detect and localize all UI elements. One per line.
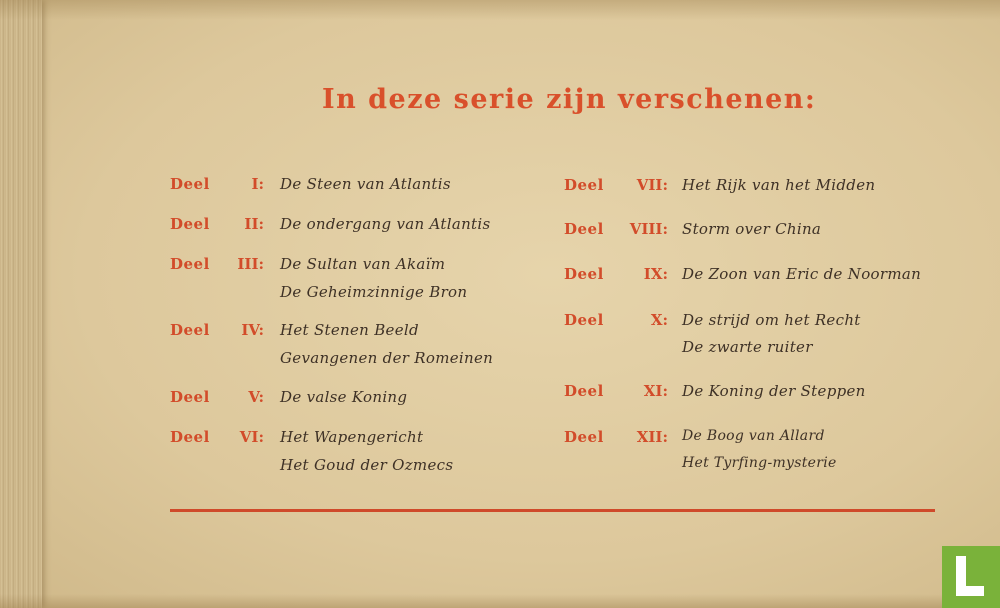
deel-label: Deel [564,176,604,194]
deel-label: Deel [170,388,210,406]
deel-label: Deel [170,175,210,193]
book-title: De Zoon van Eric de Noorman [682,265,922,283]
deel-label: Deel [564,428,604,446]
series-heading: In deze serie zijn verschenen: [322,84,817,115]
deel-number: III: [237,255,264,273]
lastdodo-l-logo-icon [942,546,1000,608]
deel-number: XI: [643,382,668,400]
book-title: Het Wapengericht [280,428,424,446]
deel-number: VI: [239,428,264,446]
deel-label: Deel [170,255,210,273]
deel-label: Deel [564,265,604,283]
book-title: Gevangenen der Romeinen [280,349,494,367]
deel-number: I: [251,175,264,193]
deel-number: XII: [636,428,668,446]
deel-number: X: [650,311,668,329]
book-title: Het Goud der Ozmecs [280,456,454,474]
deel-label: Deel [564,382,604,400]
book-title: De Sultan van Akaïm [280,255,446,273]
deel-label: Deel [170,215,210,233]
deel-number: II: [244,215,264,233]
deel-number: V: [248,388,264,406]
deel-number: IX: [643,265,668,283]
deel-label: Deel [564,220,604,238]
book-title: De Geheimzinnige Bron [280,283,468,301]
page-edge [0,0,42,608]
book-title: De ondergang van Atlantis [280,215,491,233]
book-title: Het Stenen Beeld [280,321,419,339]
horizontal-rule [170,509,935,512]
top-shade [0,0,1000,20]
book-title: De strijd om het Recht [682,311,861,329]
deel-number: VII: [636,176,668,194]
book-title: Het Rijk van het Midden [682,176,876,194]
book-title: Storm over China [682,220,822,238]
deel-number: IV: [241,321,264,339]
book-title: De valse Koning [280,388,408,406]
book-title: Het Tyrfing-mysterie [682,455,837,471]
deel-label: Deel [170,321,210,339]
deel-label: Deel [564,311,604,329]
l-glyph [956,556,984,596]
deel-label: Deel [170,428,210,446]
bottom-shade [0,594,1000,608]
deel-number: VIII: [629,220,668,238]
book-title: De Steen van Atlantis [280,175,451,193]
book-title: De Koning der Steppen [682,382,866,400]
book-title: De Boog van Allard [682,428,825,444]
book-title: De zwarte ruiter [682,338,813,356]
